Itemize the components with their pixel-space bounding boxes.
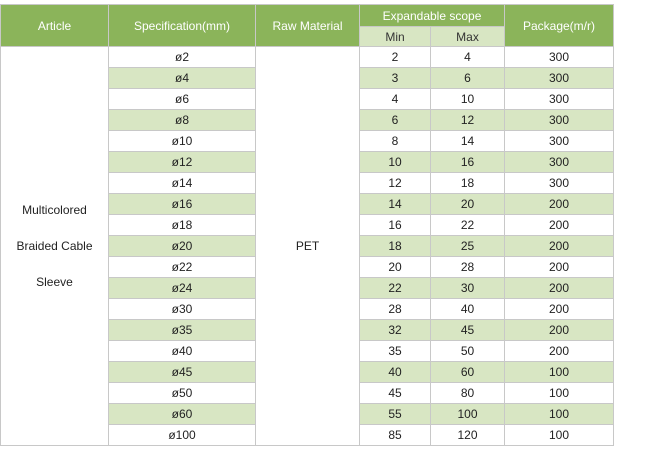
package-cell: 200 [505,299,614,320]
spec-cell: ø4 [109,68,256,89]
spec-cell: ø16 [109,194,256,215]
header-article: Article [1,5,109,47]
min-cell: 35 [360,341,431,362]
max-cell: 16 [431,152,505,173]
package-cell: 100 [505,425,614,446]
max-cell: 4 [431,47,505,68]
max-cell: 100 [431,404,505,425]
article-line: Sleeve [36,275,73,289]
package-cell: 100 [505,362,614,383]
spec-cell: ø12 [109,152,256,173]
header-expandable-scope: Expandable scope [360,5,505,27]
max-cell: 25 [431,236,505,257]
spec-cell: ø24 [109,278,256,299]
package-cell: 300 [505,68,614,89]
header-max: Max [431,27,505,47]
min-cell: 55 [360,404,431,425]
package-cell: 200 [505,215,614,236]
max-cell: 120 [431,425,505,446]
spec-cell: ø40 [109,341,256,362]
package-cell: 300 [505,173,614,194]
min-cell: 3 [360,68,431,89]
package-cell: 100 [505,404,614,425]
package-cell: 100 [505,383,614,404]
min-cell: 40 [360,362,431,383]
article-line: Braided Cable [16,239,93,253]
max-cell: 18 [431,173,505,194]
spec-cell: ø22 [109,257,256,278]
table-row [1,47,614,68]
min-cell: 22 [360,278,431,299]
max-cell: 80 [431,383,505,404]
header-package: Package(m/r) [505,5,614,47]
min-cell: 8 [360,131,431,152]
min-cell: 12 [360,173,431,194]
spec-cell: ø14 [109,173,256,194]
max-cell: 6 [431,68,505,89]
article-cell [1,47,109,446]
min-cell: 18 [360,236,431,257]
package-cell: 300 [505,47,614,68]
raw-material-cell: PET [256,47,360,446]
article-name [1,192,108,300]
spec-cell: ø6 [109,89,256,110]
table-body [1,47,614,446]
max-cell: 10 [431,89,505,110]
package-cell: 200 [505,341,614,362]
package-cell: 200 [505,320,614,341]
spec-cell: ø50 [109,383,256,404]
min-cell: 32 [360,320,431,341]
spec-cell: ø20 [109,236,256,257]
max-cell: 20 [431,194,505,215]
max-cell: 60 [431,362,505,383]
header-specification: Specification(mm) [109,5,256,47]
min-cell: 4 [360,89,431,110]
package-cell: 300 [505,89,614,110]
package-cell: 200 [505,278,614,299]
max-cell: 28 [431,257,505,278]
package-cell: 200 [505,257,614,278]
min-cell: 20 [360,257,431,278]
max-cell: 30 [431,278,505,299]
min-cell: 45 [360,383,431,404]
max-cell: 22 [431,215,505,236]
package-cell: 300 [505,110,614,131]
min-cell: 6 [360,110,431,131]
spec-cell: ø30 [109,299,256,320]
max-cell: 45 [431,320,505,341]
max-cell: 40 [431,299,505,320]
spec-cell: ø45 [109,362,256,383]
spec-cell: ø18 [109,215,256,236]
spec-cell: ø10 [109,131,256,152]
header-raw-material: Raw Material [256,5,360,47]
spec-cell: ø8 [109,110,256,131]
min-cell: 10 [360,152,431,173]
header-min: Min [360,27,431,47]
spec-cell: ø60 [109,404,256,425]
package-cell: 300 [505,131,614,152]
package-cell: 200 [505,236,614,257]
spec-cell: ø35 [109,320,256,341]
min-cell: 14 [360,194,431,215]
min-cell: 28 [360,299,431,320]
max-cell: 12 [431,110,505,131]
min-cell: 16 [360,215,431,236]
max-cell: 14 [431,131,505,152]
package-cell: 300 [505,152,614,173]
package-cell: 200 [505,194,614,215]
spec-cell: ø100 [109,425,256,446]
min-cell: 2 [360,47,431,68]
spec-table-container [0,4,614,446]
spec-table [0,4,614,446]
article-line: Multicolored [22,203,87,217]
max-cell: 50 [431,341,505,362]
spec-cell: ø2 [109,47,256,68]
min-cell: 85 [360,425,431,446]
